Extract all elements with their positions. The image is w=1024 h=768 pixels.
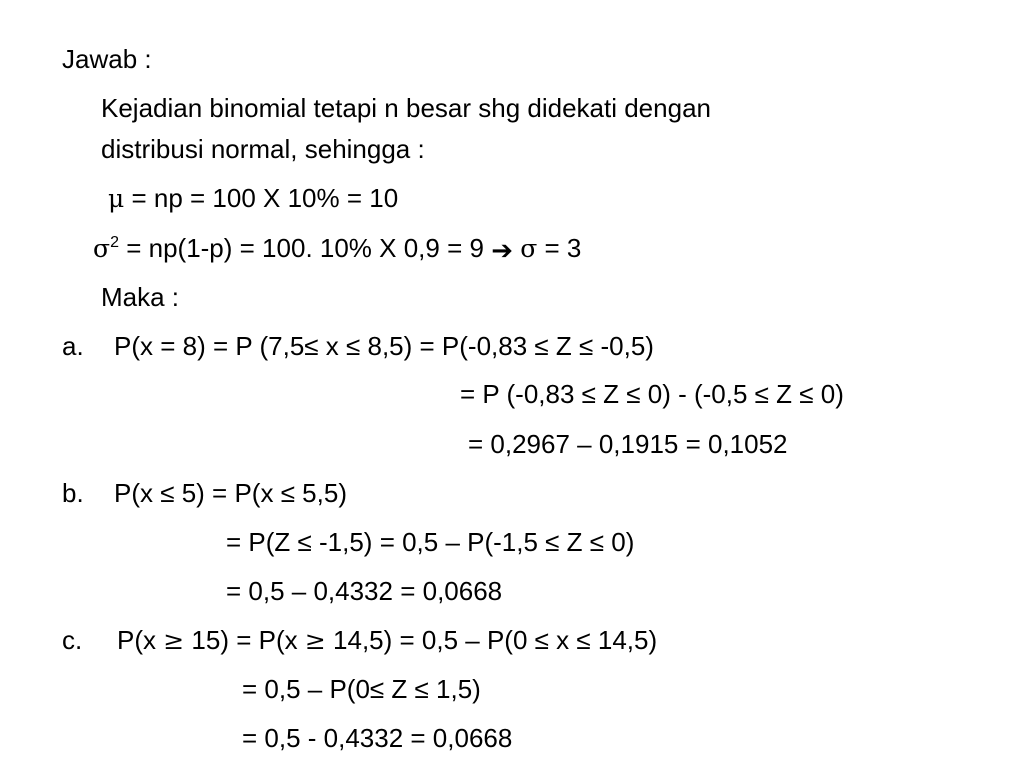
- maka-label: Maka :: [101, 282, 180, 312]
- sigma-symbol-2: σ: [520, 234, 538, 263]
- arrow-right-icon: ➔: [491, 235, 513, 265]
- part-c-marker: c.: [62, 625, 83, 655]
- variance-expression: = np(1-p) = 100. 10% X 0,9 = 9: [118, 233, 492, 263]
- part-a-line-1: P(x = 8) = P (7,5≤ x ≤ 8,5) = P(-0,83 ≤ Z ≤ -0,5): [114, 331, 654, 361]
- part-a-marker: a.: [62, 331, 84, 361]
- part-c-line-1: [117, 625, 657, 656]
- sigma-superscript: 2: [110, 234, 119, 251]
- part-c-line-1-post: 14,5) = 0,5 – P(0 ≤ x ≤ 14,5): [325, 625, 658, 655]
- part-b-line-1: P(x ≤ 5) = P(x ≤ 5,5): [114, 478, 347, 508]
- sigma-symbol: σ: [93, 234, 111, 263]
- variance-formula: [93, 233, 581, 268]
- part-b-marker: b.: [62, 478, 84, 508]
- mu-symbol: μ: [108, 184, 125, 213]
- part-c-line-1-pre: P(x: [117, 625, 164, 655]
- mean-formula: [108, 183, 398, 214]
- part-a-line-2: = P (-0,83 ≤ Z ≤ 0) - (-0,5 ≤ Z ≤ 0): [460, 379, 844, 409]
- geq-symbol: ≥: [163, 626, 185, 655]
- heading: Jawab :: [62, 44, 152, 74]
- part-c-line-2: = 0,5 – P(0≤ Z ≤ 1,5): [242, 674, 481, 704]
- part-b-line-3: = 0,5 – 0,4332 = 0,0668: [226, 576, 503, 606]
- part-c-line-3: = 0,5 - 0,4332 = 0,0668: [242, 723, 513, 753]
- part-a-line-3: = 0,2967 – 0,1915 = 0,1052: [468, 429, 788, 459]
- geq-symbol-2: ≥: [304, 626, 326, 655]
- intro-line-2: distribusi normal, sehingga :: [101, 134, 425, 164]
- part-c-line-1-mid: 15) = P(x: [184, 625, 305, 655]
- part-b-line-2: = P(Z ≤ -1,5) = 0,5 – P(-1,5 ≤ Z ≤ 0): [226, 527, 635, 557]
- sigma-result: = 3: [537, 233, 582, 263]
- mean-expression: = np = 100 X 10% = 10: [124, 183, 399, 213]
- intro-line-1: Kejadian binomial tetapi n besar shg didekati dengan: [101, 93, 711, 123]
